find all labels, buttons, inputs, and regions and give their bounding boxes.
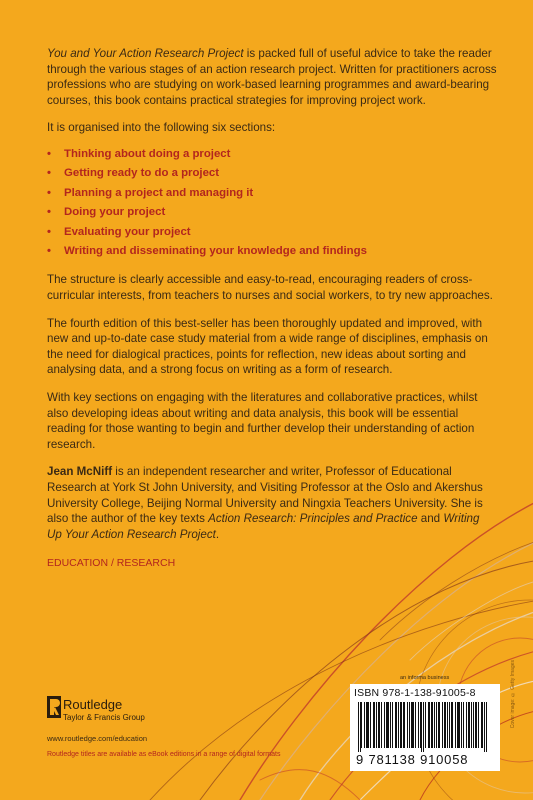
barcode-bar — [366, 702, 367, 748]
key-sections-paragraph: With key sections on engaging with the literatures and collaborative practices, whilst also developing ideas about writing and data analysis, this book will be essential reading for those wanting to begin and further develop their understanding of action research. — [47, 391, 478, 451]
barcode-bar — [449, 702, 450, 748]
barcode-bar — [381, 702, 382, 748]
barcode-bar — [445, 702, 446, 748]
publisher-group: Taylor & Francis Group — [63, 713, 145, 722]
intro-book-title: You and Your Action Research Project — [47, 47, 244, 60]
author-name: Jean McNiff — [47, 465, 113, 479]
barcode-bar — [439, 702, 440, 748]
barcode-bar — [425, 702, 426, 748]
barcode-bar — [395, 702, 396, 748]
barcode-bar — [478, 702, 479, 748]
section-item: • Evaluating your project — [47, 226, 497, 239]
barcode-bar — [403, 702, 404, 748]
ebook-note: Routledge titles are available as eBook editions in a range of digital formats — [47, 751, 281, 758]
barcode-bar — [392, 702, 393, 748]
barcode-bar — [415, 702, 416, 748]
barcode-bar — [482, 702, 483, 748]
informa-tagline: an informa business — [400, 675, 450, 681]
barcode-bar — [404, 702, 405, 748]
routledge-logo-icon — [47, 696, 61, 718]
barcode-bar — [361, 702, 362, 748]
barcode-bar — [370, 702, 371, 748]
barcode-bar — [438, 702, 439, 748]
barcode-bar — [368, 702, 369, 748]
barcode-bar — [486, 702, 487, 752]
barcode-bar — [379, 702, 380, 748]
barcode-bar — [468, 702, 469, 748]
author-and: and — [417, 512, 444, 526]
barcode-bar — [421, 702, 422, 752]
barcode-bar — [471, 702, 472, 748]
publisher-name: Routledge — [63, 697, 123, 712]
barcode-bar — [451, 702, 452, 748]
barcode-bar — [452, 702, 453, 748]
barcode-bar — [466, 702, 467, 748]
description-block — [47, 46, 497, 572]
barcode-bar — [459, 702, 460, 748]
edition-paragraph: The fourth edition of this best-seller has been thoroughly updated and improved, with new and up-to-date case study material from a wide range of disciplines, emphasis on the need for dialogical practices, points for reflection, new ideas about sorting and analysing data, and a strong focus on writing as a form of research. — [47, 316, 488, 377]
barcode-bar — [376, 702, 377, 748]
barcode-bar — [396, 702, 397, 748]
barcode-bars — [358, 702, 492, 752]
barcode-bar — [367, 702, 368, 748]
barcode-bar — [400, 702, 401, 748]
barcode-bar — [411, 702, 412, 748]
barcode-bar — [436, 702, 437, 748]
section-item: • Writing and disseminating your knowledge and findings — [47, 245, 497, 258]
barcode-bar — [374, 702, 375, 748]
barcode-bar — [444, 702, 445, 748]
barcode-bar — [431, 702, 432, 748]
intro-paragraph — [47, 46, 497, 108]
section-item: • Doing your project — [47, 206, 497, 219]
barcode-bar — [412, 702, 413, 748]
author-book-1: Action Research: Principles and Practice — [208, 512, 418, 526]
barcode-bar — [378, 702, 379, 748]
barcode-bar — [429, 702, 430, 748]
author-end: . — [215, 527, 220, 541]
cover-image-credit: Cover image: © Getty Images — [510, 660, 516, 729]
barcode-bar — [457, 702, 458, 748]
barcode-bar — [476, 702, 477, 748]
section-item: • Thinking about doing a project — [47, 148, 497, 161]
barcode-bar — [401, 702, 402, 748]
barcode-bar — [428, 702, 429, 748]
barcode-bar — [407, 702, 408, 748]
sections-intro: It is organised into the following six sections: — [47, 121, 276, 135]
barcode-bar — [484, 702, 485, 752]
barcode-bar — [469, 702, 470, 748]
barcode-bar — [434, 702, 435, 748]
barcode-bar — [481, 702, 482, 748]
barcode-bar — [473, 702, 474, 748]
barcode-bar — [373, 702, 374, 748]
intro-text: is packed full of useful advice to take the reader through the various stages of an action research project. Written for practitioners across professions who are studying on work-based learning programmes and award-bearing courses, this book contains practical strategies for improving project work. — [47, 47, 497, 107]
ean-text: 9 781138 910058 — [356, 752, 469, 767]
barcode-box — [350, 684, 500, 771]
barcode-bar — [463, 702, 464, 748]
publisher-website[interactable]: www.routledge.com/education — [47, 734, 148, 743]
barcode-bar — [384, 702, 385, 748]
barcode-bar — [388, 702, 389, 748]
barcode-bar — [442, 702, 443, 748]
barcode-bar — [413, 702, 414, 748]
barcode-bar — [418, 702, 419, 748]
barcode-bar — [398, 702, 399, 748]
barcode-bar — [409, 702, 410, 748]
author-book-2: Writing Up Your Action Research Project — [47, 512, 480, 541]
barcode-bar — [390, 702, 391, 748]
barcode-bar — [386, 702, 387, 748]
author-paragraph — [47, 464, 497, 542]
barcode-bar — [475, 702, 476, 748]
structure-paragraph: The structure is clearly accessible and easy-to-read, encouraging readers of cross-curricular interests, from teachers to nurses and social workers, to try new approaches. — [47, 273, 493, 303]
section-item: • Planning a project and managing it — [47, 187, 497, 200]
barcode-bar — [420, 702, 421, 748]
sections-list — [47, 148, 497, 259]
barcode-bar — [387, 702, 388, 748]
barcode-bar — [432, 702, 433, 748]
barcode-bar — [455, 702, 456, 748]
barcode-bar — [358, 702, 359, 752]
barcode-bar — [447, 702, 448, 748]
barcode-bar — [458, 702, 459, 748]
barcode-bar — [461, 702, 462, 748]
section-item: • Getting ready to do a project — [47, 167, 497, 180]
barcode-bar — [364, 702, 365, 748]
author-bio: is an independent researcher and writer, Professor of Educational Research at York St John University, and Visiting Professor at the Oslo and Akershus University College, Beijing Normal University and Ningxia Teachers University. She is also the author of the key texts — [47, 465, 483, 526]
isbn-text: ISBN 978-1-138-91005-8 — [354, 687, 476, 699]
barcode-bar — [423, 702, 424, 752]
category-label: EDUCATION / RESEARCH — [47, 557, 176, 570]
barcode-bar — [360, 702, 361, 752]
